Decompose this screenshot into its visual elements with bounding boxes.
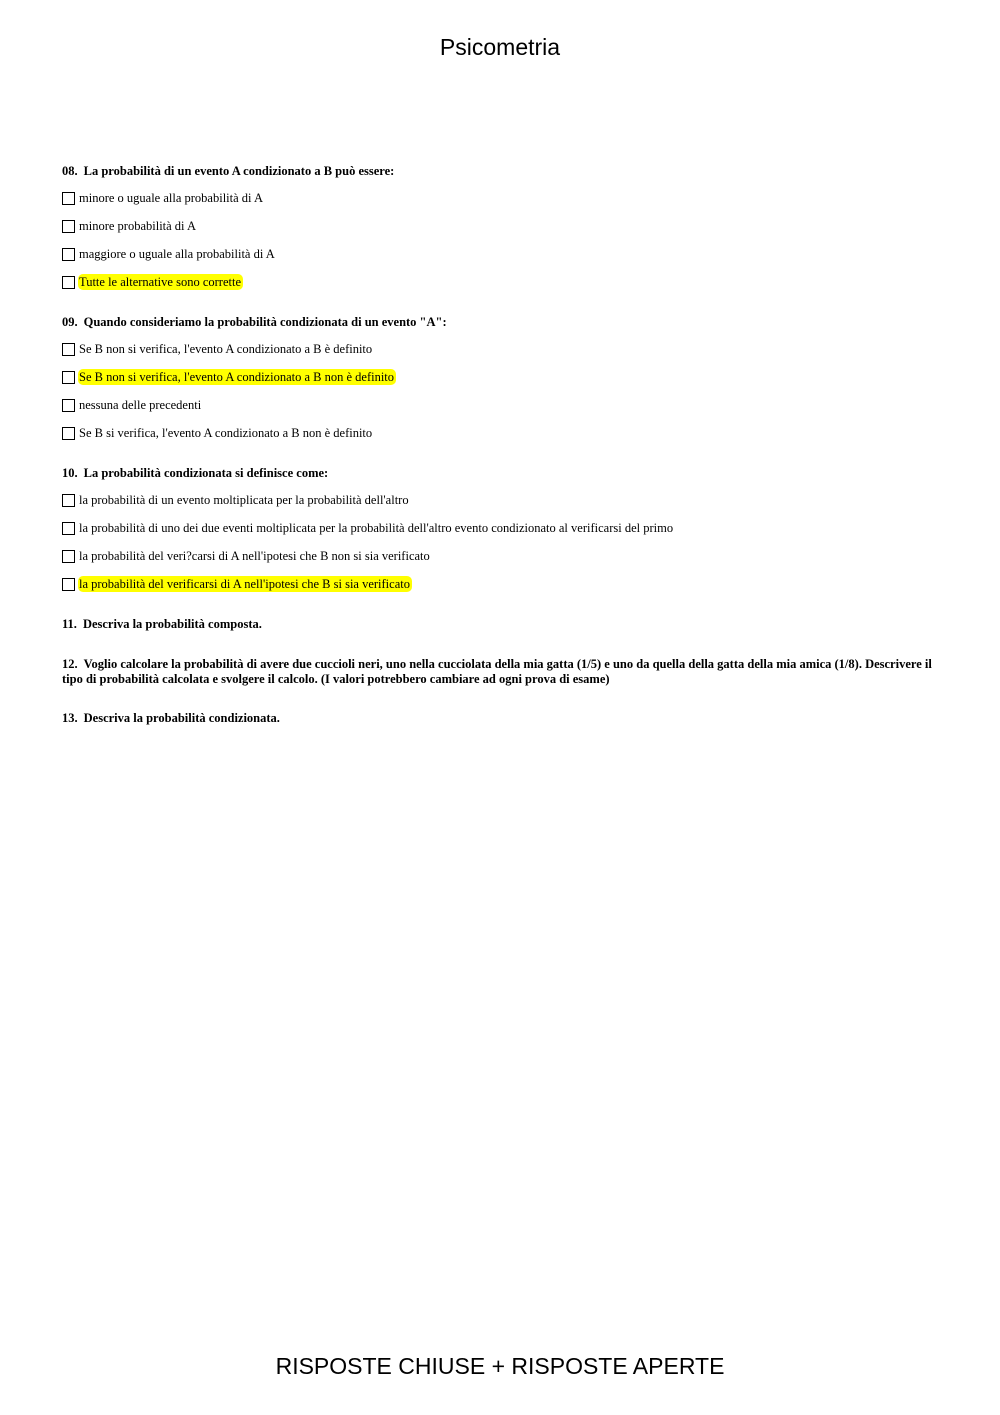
checkbox[interactable] [62, 343, 75, 356]
answer-text-highlighted: Tutte le alternative sono corrette [79, 275, 241, 289]
answer-option-highlighted[interactable] [62, 369, 942, 385]
question-title [62, 617, 942, 632]
answer-text: Se B si verifica, l'evento A condizionato a B non è definito [79, 426, 373, 440]
checkbox[interactable] [62, 399, 75, 412]
question-title [62, 657, 942, 687]
checkbox[interactable] [62, 522, 75, 535]
checkbox[interactable] [62, 371, 75, 384]
answer-text: la probabilità di uno dei due eventi moltiplicata per la probabilità dell'altro evento condizionato al verificarsi del primo [79, 521, 674, 535]
answer-text: la probabilità del veri?carsi di A nell'ipotesi che B non si sia verificato [79, 549, 430, 563]
question-text: Voglio calcolare la probabilità di avere due cuccioli neri, uno nella cucciolata della mia gatta (1/5) e uno da quella della gatta della mia amica (1/8). Descrivere il tipo di probabilità calcolata e svolgere il calcolo. (I valori potrebbero cambiare ad ogni prova di esame) [62, 657, 932, 686]
question-text: Descriva la probabilità condizionata. [83, 711, 280, 725]
question-11 [62, 617, 942, 632]
answer-option[interactable] [62, 548, 942, 564]
answer-text-highlighted: la probabilità del verificarsi di A nell'ipotesi che B si sia verificato [79, 577, 410, 591]
checkbox[interactable] [62, 494, 75, 507]
question-title [62, 711, 942, 726]
checkbox[interactable] [62, 248, 75, 261]
answer-option[interactable] [62, 190, 942, 206]
checkbox[interactable] [62, 220, 75, 233]
question-title [62, 315, 942, 330]
answer-option[interactable] [62, 397, 942, 413]
question-text: Quando consideriamo la probabilità condizionata di un evento "A": [83, 315, 447, 329]
question-12 [62, 657, 942, 687]
checkbox[interactable] [62, 550, 75, 563]
question-text: Descriva la probabilità composta. [82, 617, 262, 631]
checkbox[interactable] [62, 427, 75, 440]
question-text: La probabilità di un evento A condizionato a B può essere: [83, 164, 395, 178]
answer-text: Se B non si verifica, l'evento A condizionato a B è definito [79, 342, 373, 356]
answer-text: minore probabilità di A [79, 219, 196, 233]
question-number: 10. [62, 466, 78, 480]
question-number: 08. [62, 164, 78, 178]
answer-text: maggiore o uguale alla probabilità di A [79, 247, 275, 261]
answer-option[interactable] [62, 492, 942, 508]
checkbox[interactable] [62, 192, 75, 205]
question-number: 11. [62, 617, 77, 631]
answer-text: nessuna delle precedenti [79, 398, 202, 412]
answer-option-highlighted[interactable] [62, 274, 942, 290]
question-10 [62, 466, 942, 604]
question-title [62, 466, 942, 481]
answer-options [62, 341, 942, 441]
answer-option[interactable] [62, 246, 942, 262]
checkbox[interactable] [62, 276, 75, 289]
page-footer: RISPOSTE CHIUSE + RISPOSTE APERTE [275, 1353, 725, 1379]
question-title [62, 164, 942, 179]
answer-text-highlighted: Se B non si verifica, l'evento A condizionato a B non è definito [79, 370, 395, 384]
question-number: 12. [62, 657, 78, 671]
question-13 [62, 711, 942, 726]
answer-option[interactable] [62, 520, 942, 536]
answer-option-highlighted[interactable] [62, 576, 942, 592]
answer-options [62, 492, 942, 592]
question-number: 09. [62, 315, 78, 329]
answer-option[interactable] [62, 218, 942, 234]
question-09 [62, 315, 942, 453]
answer-options [62, 190, 942, 290]
page-title: Psicometria [439, 34, 561, 60]
answer-text: minore o uguale alla probabilità di A [79, 191, 263, 205]
question-08 [62, 164, 942, 302]
checkbox[interactable] [62, 578, 75, 591]
question-text: La probabilità condizionata si definisce come: [83, 466, 329, 480]
answer-option[interactable] [62, 425, 942, 441]
question-number: 13. [62, 711, 78, 725]
answer-option[interactable] [62, 341, 942, 357]
answer-text: la probabilità di un evento moltiplicata per la probabilità dell'altro [79, 493, 409, 507]
